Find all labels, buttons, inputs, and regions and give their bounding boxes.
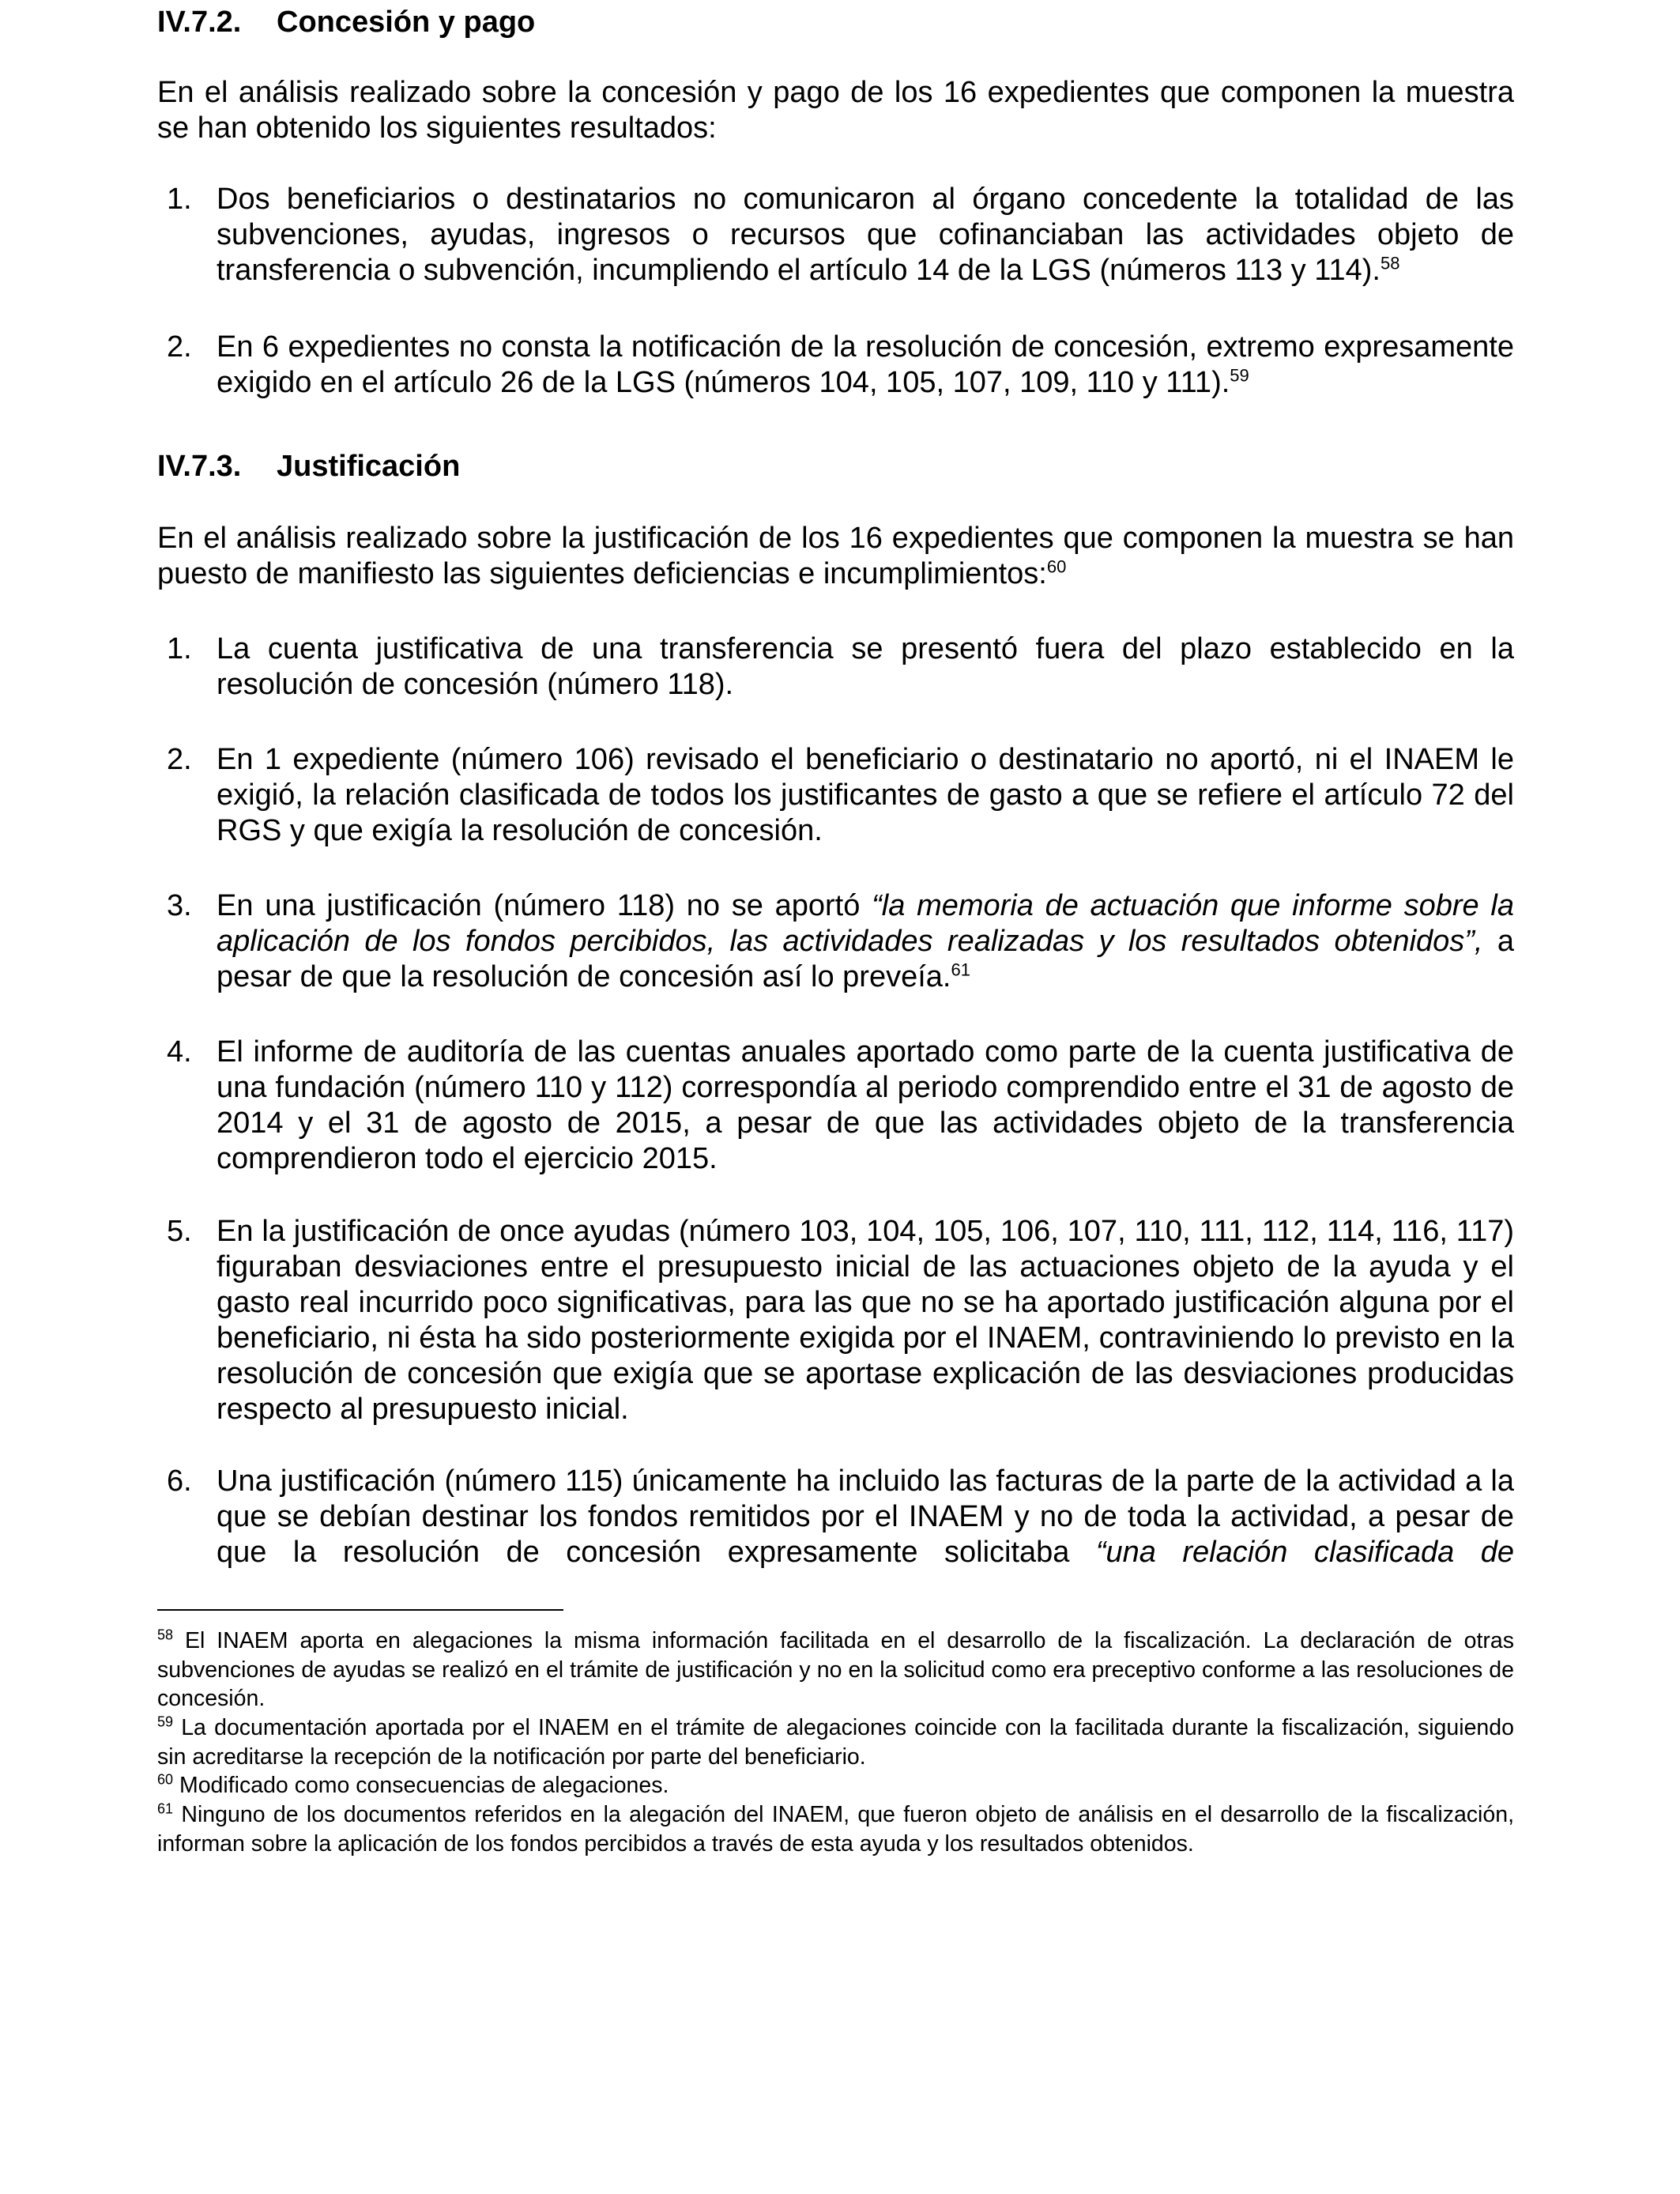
footnote-text: Modificado como consecuencias de alegaciones. xyxy=(173,1773,669,1798)
section-intro-text: En el análisis realizado sobre la justificación de los 16 expedientes que componen la muestra se han puesto de manifiesto las siguientes deficiencias e incumplimientos: xyxy=(157,522,1514,590)
footnote xyxy=(157,1800,1514,1858)
footnote-ref[interactable]: 61 xyxy=(951,959,970,980)
list-item-number: 4. xyxy=(167,1035,192,1069)
footnote xyxy=(157,1771,1514,1800)
section-title: Concesión y pago xyxy=(277,6,536,39)
footnote-number: 61 xyxy=(157,1800,174,1817)
footnote-ref[interactable]: 60 xyxy=(1046,556,1067,577)
list-item-text: Dos beneficiarios o destinatarios no comunicaron al órgano concedente la totalidad de las subvenciones, ayudas, ingresos o recursos que cofinanciaban las actividades objeto de transferencia o subvención, incumpliendo el artículo 14 de la LGS (números 113 y 114). xyxy=(217,183,1514,287)
list-item xyxy=(157,742,1514,849)
section-heading-concesion xyxy=(157,5,1514,40)
section-intro-paragraph xyxy=(157,521,1514,592)
list-item-number: 1. xyxy=(167,183,192,216)
list-item xyxy=(157,330,1514,401)
list-item xyxy=(157,182,1514,288)
list-item-text: En 1 expediente (número 106) revisado el beneficiario o destinatario no aportó, ni el INAEM le exigió, la relación clasificada de todos los justificantes de gasto a que se refiere el artículo 72 del RGS y que exigía la resolución de concesión. xyxy=(217,743,1514,847)
section-intro-paragraph: En el análisis realizado sobre la concesión y pago de los 16 expedientes que componen la muestra se han obtenido los siguientes resultados: xyxy=(157,76,1514,145)
footnote xyxy=(157,1713,1514,1771)
footnote-text: El INAEM aporta en alegaciones la misma información facilitada en el desarrollo de la fiscalización. La declaración de otras subvenciones de ayudas se realizó en el trámite de justificación y no en la solicitud como era preceptivo conforme a las resoluciones de concesión. xyxy=(157,1628,1514,1711)
list-item-text: Una justificación (número 115) únicamente ha incluido las facturas de la parte de la actividad a la que se debían destinar los fondos remitidos por el INAEM y no de toda la actividad, a pesar de que la resolución de concesión expresamente solicitaba xyxy=(217,1465,1514,1569)
list-item-text: El informe de auditoría de las cuentas anuales aportado como parte de la cuenta justificativa de una fundación (número 110 y 112) correspondía al periodo comprendido entre el 31 de agosto de 2014 y el 31 de agosto de 2015, a pesar de que las actividades objeto de la transferencia comprendieron todo el ejercicio 2015. xyxy=(217,1035,1514,1175)
list-item-number: 2. xyxy=(167,330,192,364)
list-item-text: a pesar de que la resolución de concesión así lo preveía. xyxy=(217,925,1514,993)
section-heading-justificacion xyxy=(157,449,1514,484)
list-item-number: 2. xyxy=(167,743,192,776)
footnote-number: 59 xyxy=(157,1713,174,1730)
list-item xyxy=(157,1464,1514,1570)
section-title: Justificación xyxy=(277,450,461,483)
list-item-number: 3. xyxy=(167,889,192,922)
footnote-text: La documentación aportada por el INAEM en el trámite de alegaciones coincide con la facilitada durante la fiscalización, siguiendo sin acreditarse la recepción de la notificación por parte del beneficiario. xyxy=(157,1715,1514,1770)
list-item-text: En 6 expedientes no consta la notificación de la resolución de concesión, extremo expresamente exigido en el artículo 26 de la LGS (números 104, 105, 107, 109, 110 y 111). xyxy=(217,330,1514,399)
list-item xyxy=(157,631,1514,703)
list-item xyxy=(157,1035,1514,1177)
quoted-text: “la memoria de actuación que informe sobre la aplicación de los fondos percibidos, las actividades realizadas y los resultados obtenidos”, xyxy=(217,889,1514,958)
footnote-ref[interactable]: 58 xyxy=(1380,253,1400,273)
list-item-number: 6. xyxy=(167,1465,192,1498)
list-item xyxy=(157,1214,1514,1427)
footnote-text: Ninguno de los documentos referidos en la alegación del INAEM, que fueron objeto de análisis en el desarrollo de la fiscalización, informan sobre la aplicación de los fondos percibidos a través de esta ayuda y los resultados obtenidos. xyxy=(157,1802,1514,1857)
footnote-number: 60 xyxy=(157,1771,174,1788)
footnote xyxy=(157,1627,1514,1713)
list-item-number: 1. xyxy=(167,632,192,665)
list-item xyxy=(157,888,1514,995)
footnote-ref[interactable]: 59 xyxy=(1230,365,1249,386)
list-item-text: En la justificación de once ayudas (número 103, 104, 105, 106, 107, 110, 111, 112, 114, 116, 117) figuraban desviaciones entre el presupuesto inicial de las actuaciones objeto de la ayuda y el gasto real incurrido poco significativas, para las que no se ha aportado justificación alguna por el beneficiario, ni ésta ha sido posteriormente exigida por el INAEM, contraviniendo lo previsto en la resolución de concesión que exigía que se aportase explicación de las desviaciones producidas respecto al presupuesto inicial. xyxy=(217,1215,1514,1426)
footnote-separator xyxy=(157,1609,563,1611)
section-number: IV.7.3. xyxy=(157,450,242,483)
list-item-number: 5. xyxy=(167,1215,192,1248)
section-number: IV.7.2. xyxy=(157,6,242,39)
list-item-text: En una justificación (número 118) no se aportó xyxy=(217,889,872,922)
footnote-number: 58 xyxy=(157,1627,174,1643)
quoted-text: “una relación clasificada de xyxy=(1095,1536,1514,1569)
list-item-text: La cuenta justificativa de una transferencia se presentó fuera del plazo establecido en la resolución de concesión (número 118). xyxy=(217,632,1514,701)
